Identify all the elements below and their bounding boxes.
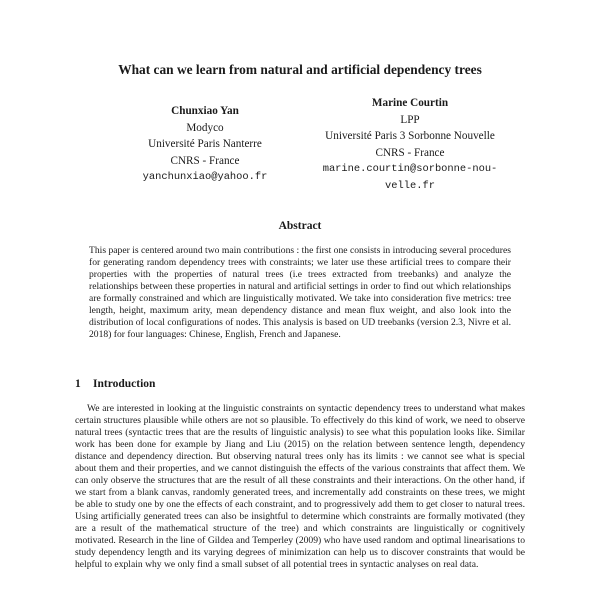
author-affiliation: CNRS - France: [375, 146, 445, 159]
abstract-heading: Abstract: [278, 220, 322, 232]
author-name: Marine Courtin: [371, 97, 449, 109]
section-number: 1: [75, 378, 81, 390]
author-email-continued: velle.fr: [385, 179, 435, 192]
author-affiliation: CNRS - France: [170, 154, 240, 167]
abstract-text: This paper is centered around two main contributions : the first one consists in introducing several procedures for generating random dependency trees with constraints; we later use these artificial trees to compare their properties with the properties of natural trees (i.e trees extracted from treebanks) and analyze the relationships between these properties in natural and artificial settings in order to find out which relationships are formally constrained and which are linguistically motivated. We take into consideration five metrics: tree length, height, maximum arity, mean dependency distance and mean flux weight, and also look into the distribution of local configurations of nodes. This analysis is based on UD treebanks (version 2.3, Nivre et al. 2018) for four languages: Chinese, English, French and Japanese.: [89, 245, 511, 340]
author-affiliation: Modyco: [186, 121, 224, 134]
section-title: Introduction: [93, 378, 156, 390]
author-affiliation: Université Paris 3 Sorbonne Nouvelle: [325, 130, 495, 142]
author-affiliation: Université Paris Nanterre: [148, 138, 262, 150]
section-heading-introduction: [75, 378, 155, 390]
introduction-text: We are interested in looking at the linguistic constraints on syntactic dependency trees to understand what makes certain structures plausible while others are not so plausible. To effectively do this kind of work, we need to observe natural trees (syntactic trees that are the results of linguistic analysis) to see what this population looks like. Similar work has been done for example by Jiang and Liu (2015) on the relation between sentence length, dependency distance and dependency direction. But observing natural trees only has its limits : we cannot see what is special about them and their properties, and we cannot distinguish the effects of the various constraints that affect them. We can only observe the structures that are the result of all these constraints and their interactions. On the other hand, if we start from a blank canvas, randomly generated trees, and incrementally add constraints on these trees, we might be able to study one by one the effects of each constraint, and to progressively add them to get closer to natural trees. Using artificially generated trees can also be insightful to determine which constraints are formally motivated (they are a result of the mathematical structure of the tree) and which constraints are linguistically or cognitively motivated. Research in the line of Gildea and Temperley (2009) who have used random and optimal linearisations to study dependency length and its varying degrees of minimization can help us to discover constraints that would be helpful to explain why we only find a small subset of all potential trees in syntactic analyses on real data.: [75, 403, 525, 570]
paper-title: What can we learn from natural and artificial dependency trees: [118, 62, 482, 77]
author-block-2: [295, 95, 525, 194]
author-affiliation: LPP: [400, 113, 420, 126]
author-email: yanchunxiao@yahoo.fr: [142, 171, 268, 183]
author-email: marine.courtin@sorbonne-nou-: [322, 163, 498, 175]
author-name: Chunxiao Yan: [171, 105, 239, 117]
author-block-1: [95, 103, 315, 186]
